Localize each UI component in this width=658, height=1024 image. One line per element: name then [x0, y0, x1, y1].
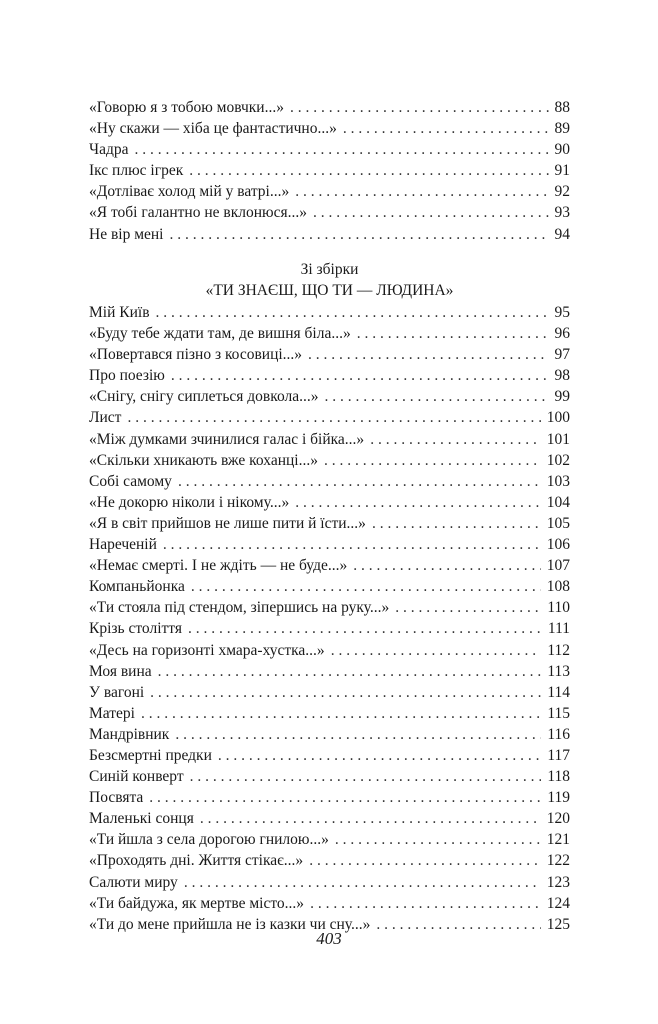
dot-leader	[158, 661, 542, 682]
toc-entry-page: 97	[554, 346, 570, 364]
toc-entry-page: 117	[547, 746, 570, 764]
toc-entry	[89, 703, 570, 724]
dot-leader	[141, 703, 541, 724]
toc-entry	[89, 829, 570, 850]
toc-entry	[89, 513, 570, 534]
toc-entry-page: 120	[546, 810, 570, 828]
dot-leader	[127, 407, 540, 428]
toc-entry	[89, 661, 570, 682]
toc-entry-title: «Ти до мене прийшла не із казки чи сну...»	[89, 915, 371, 933]
toc-entry-page: 123	[546, 873, 570, 891]
toc-entry-title: Собі самому	[89, 472, 172, 490]
toc-entry-title: Мандрівник	[89, 725, 170, 743]
toc-entry-title: Крізь століття	[89, 620, 182, 638]
toc-entry	[89, 724, 570, 745]
dot-leader	[308, 344, 548, 365]
toc-entry-title: «Не докорю ніколи і нікому...»	[89, 493, 290, 511]
toc-entry-page: 116	[547, 725, 570, 743]
toc-entry-page: 121	[546, 831, 570, 849]
toc-entry-page: 111	[547, 620, 570, 638]
toc-entry-page: 94	[554, 225, 570, 243]
dot-leader	[335, 829, 541, 850]
dot-leader	[290, 97, 549, 118]
dot-leader	[353, 555, 541, 576]
toc-entry	[89, 224, 570, 245]
toc-entry-page: 91	[554, 162, 570, 180]
toc-entry	[89, 893, 570, 914]
toc-entry-page: 106	[546, 536, 570, 554]
toc-entry	[89, 344, 570, 365]
dot-leader	[324, 450, 541, 471]
dot-leader	[156, 302, 549, 323]
toc-entry-title: «Повертався пізно з косовиці...»	[89, 346, 303, 364]
dot-leader	[189, 160, 548, 181]
page-number: 403	[316, 929, 342, 948]
toc-entry-title: «Ти йшла з села дорогою гнилою...»	[89, 831, 329, 849]
dot-leader	[170, 224, 549, 245]
toc-entry-page: 88	[554, 99, 570, 116]
toc-entry-title: «Ти стояла під стендом, зіпершись на руку...»	[89, 599, 390, 617]
toc-entry	[89, 160, 570, 181]
toc-entry-page: 115	[547, 704, 570, 722]
toc-entry	[89, 850, 570, 871]
toc-entry-page: 125	[546, 915, 570, 933]
toc-entry-title: Салюти миру	[89, 873, 178, 891]
toc-entry	[89, 139, 570, 160]
toc-entry	[89, 808, 570, 829]
toc-entry-title: У вагоні	[89, 683, 145, 701]
section-heading-line1: Зі збірки	[300, 261, 359, 278]
dot-leader	[184, 872, 541, 893]
toc-entry-title: Моя вина	[89, 662, 152, 680]
toc-entry	[89, 365, 570, 386]
toc-entry-title: «Скільки хникають вже коханці...»	[89, 451, 318, 469]
toc-entry	[89, 118, 570, 139]
toc-entry-title: Посвята	[89, 789, 144, 807]
toc-entry-title: Про поезію	[89, 367, 165, 385]
toc-entry-title: «Ти байдужа, як мертве місто...»	[89, 894, 305, 912]
toc-entry-title: «Говорю я з тобою мовчки...»	[89, 99, 284, 116]
toc-entry-page: 102	[546, 451, 570, 469]
toc-list-second	[89, 302, 570, 935]
section-heading-title: «ТИ ЗНАЄШ, ЩО ТИ — ЛЮДИНА»	[205, 282, 454, 299]
toc-entry-page: 98	[554, 367, 570, 385]
dot-leader	[370, 429, 541, 450]
toc-entry-page: 122	[546, 852, 570, 870]
toc-entry	[89, 766, 570, 787]
toc-entry-title: «Я тобі галантно не вклонюся...»	[89, 204, 307, 222]
toc-entry	[89, 597, 570, 618]
toc-entry-title: «Снігу, снігу сиплеться довкола...»	[89, 388, 319, 406]
dot-leader	[343, 118, 549, 139]
toc-entry	[89, 492, 570, 513]
dot-leader	[178, 471, 541, 492]
toc-entry	[89, 576, 570, 597]
toc-entry-page: 99	[554, 388, 570, 406]
toc-entry-title: Ікс плюс ігрек	[89, 162, 184, 180]
toc-entry	[89, 323, 570, 344]
toc-entry-page: 105	[546, 514, 570, 532]
dot-leader	[171, 365, 549, 386]
dot-leader	[218, 745, 541, 766]
toc-entry-title: «Немає смерті. І не ждіть — не буде...»	[89, 557, 348, 575]
dot-leader	[134, 139, 548, 160]
toc-entry-title: Лист	[89, 409, 122, 427]
toc-entry-title: Компаньйонка	[89, 578, 185, 596]
toc-entry-title: «Ну скажи — хіба це фантастично...»	[89, 120, 337, 138]
dot-leader	[372, 513, 541, 534]
toc-entry-page: 93	[554, 204, 570, 222]
toc-entry-title: «Проходять дні. Життя стікає...»	[89, 852, 304, 870]
toc-entry-page: 110	[547, 599, 570, 617]
toc-entry-title: «Я в світ прийшов не лише пити й їсти...»	[89, 514, 366, 532]
dot-leader	[200, 808, 541, 829]
toc-entry	[89, 555, 570, 576]
dot-leader	[357, 323, 549, 344]
toc-entry-title: Чадра	[89, 141, 129, 159]
dot-leader	[313, 202, 549, 223]
dot-leader	[331, 640, 542, 661]
dot-leader	[310, 893, 541, 914]
toc-entry-page: 92	[554, 183, 570, 201]
toc-entry-page: 103	[546, 472, 570, 490]
toc-entry	[89, 386, 570, 407]
toc-entry-page: 124	[546, 894, 570, 912]
toc-entry-page: 107	[546, 557, 570, 575]
toc-entry-title: Безсмертні предки	[89, 746, 212, 764]
toc-entry-title: Мій Київ	[89, 304, 150, 321]
dot-leader	[175, 724, 541, 745]
toc-entry-title: Нареченій	[89, 536, 157, 554]
toc-entry	[89, 302, 570, 323]
dot-leader	[188, 618, 542, 639]
toc-entry-title: «Буду тебе ждати там, де вишня біла...»	[89, 325, 351, 343]
toc-entry	[89, 202, 570, 223]
toc-entry	[89, 429, 570, 450]
toc-entry-page: 104	[546, 493, 570, 511]
section-heading	[89, 259, 570, 301]
dot-leader	[395, 597, 541, 618]
toc-entry-page: 118	[547, 768, 570, 786]
toc-entry-title: Не вір мені	[89, 225, 164, 243]
toc-entry-page: 95	[554, 304, 570, 321]
toc-entry	[89, 640, 570, 661]
toc-entry-page: 113	[547, 662, 570, 680]
dot-leader	[150, 682, 541, 703]
dot-leader	[295, 492, 541, 513]
dot-leader	[149, 787, 541, 808]
toc-entry	[89, 471, 570, 492]
dot-leader	[191, 576, 541, 597]
toc-entry	[89, 181, 570, 202]
toc-entry-page: 112	[547, 641, 570, 659]
toc-entry-page: 100	[546, 409, 570, 427]
dot-leader	[309, 850, 541, 871]
toc-entry	[89, 682, 570, 703]
toc-entry	[89, 534, 570, 555]
toc-entry-page: 90	[554, 141, 570, 159]
toc-entry-page: 96	[554, 325, 570, 343]
dot-leader	[325, 386, 549, 407]
toc-entry-page: 119	[547, 789, 570, 807]
toc-entry	[89, 407, 570, 428]
toc-entry-title: «Десь на горизонті хмара-хустка...»	[89, 641, 325, 659]
toc-entry-page: 108	[546, 578, 570, 596]
toc-entry	[89, 745, 570, 766]
toc-entry-title: Матері	[89, 704, 135, 722]
toc-entry-page: 101	[546, 430, 570, 448]
toc-entry	[89, 97, 570, 118]
toc-entry	[89, 787, 570, 808]
toc-entry	[89, 618, 570, 639]
toc-entry-page: 89	[554, 120, 570, 138]
toc-entry-page: 114	[547, 683, 570, 701]
dot-leader	[163, 534, 541, 555]
toc-entry-title: «Між думками зчинилися галас і бійка...»	[89, 430, 365, 448]
toc-entry-title: Синій конверт	[89, 768, 184, 786]
dot-leader	[295, 181, 548, 202]
toc-list-first	[89, 97, 570, 245]
dot-leader	[190, 766, 542, 787]
toc-entry-title: «Дотліває холод мій у ватрі...»	[89, 183, 290, 201]
toc-entry	[89, 450, 570, 471]
toc-entry-title: Маленькі сонця	[89, 810, 194, 828]
toc-entry	[89, 872, 570, 893]
